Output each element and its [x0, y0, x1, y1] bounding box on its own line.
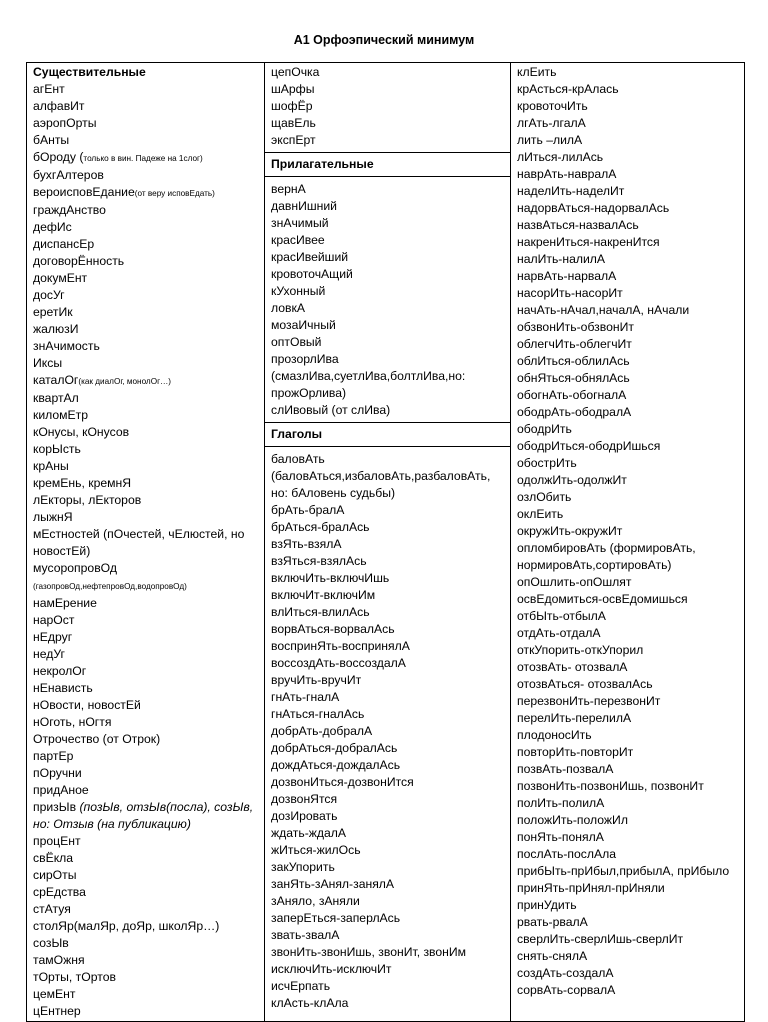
noun-word: договорЁнность [33, 254, 125, 268]
noun-item: шофЁр [271, 99, 313, 113]
noun-word: докумЕнт [33, 271, 88, 285]
noun-item [33, 492, 258, 509]
verb-item: освЕдомиться-освЕдомишься [517, 592, 688, 606]
verb-item: позвонИть-позвонИшь, позвонИт [517, 779, 704, 793]
verb-item: занЯть-зАнял-занялА [271, 877, 395, 891]
verb-item: ждать-ждалА [271, 826, 347, 840]
noun-item [33, 577, 258, 595]
noun-note: (от веру исповЕдать) [134, 189, 215, 198]
page-title: А1 Орфоэпический минимум [293, 33, 475, 47]
noun-item [33, 731, 258, 748]
adjective-item: кУхонный [271, 284, 326, 298]
verb-item: прибЫть-прИбыл,прибылА, прИбыло [517, 864, 730, 878]
verbs-heading: Глаголы [265, 422, 510, 447]
verb-item: воссоздАть-воссоздалА [271, 656, 406, 670]
verb-item: налИть-налилА [517, 252, 606, 266]
verb-item: обострИть [517, 456, 577, 470]
noun-word: нарОст [33, 613, 75, 627]
noun-word: стАтуя [33, 902, 71, 916]
adjective-item: знАчимый [271, 216, 329, 230]
verb-item: ободрИть [517, 422, 572, 436]
noun-item [33, 663, 258, 680]
verb-item: звать-звалА [271, 928, 340, 942]
noun-word: корЫсть [33, 442, 81, 456]
noun-item [33, 526, 258, 560]
column-nouns [27, 63, 265, 1022]
noun-word: некролОг [33, 664, 87, 678]
verb-item: взЯться-взялАсь [271, 554, 367, 568]
verb-item: накренИться-накренИтся [517, 235, 660, 249]
verb-item: дождАться-дождалАсь [271, 758, 401, 772]
noun-item [33, 167, 258, 184]
noun-word: нЕнависть [33, 681, 93, 695]
noun-note: только в вин. Падеже на 1слог) [83, 154, 203, 163]
noun-word: каталОг [33, 373, 79, 387]
verb-item: зАняло, зАняли [271, 894, 360, 908]
verb-item: наврАть-навралА [517, 167, 617, 181]
noun-item [33, 799, 258, 833]
noun-word: аэропОрты [33, 116, 97, 130]
verb-item: исключИть-исключИт [271, 962, 392, 976]
noun-item [33, 918, 258, 935]
verb-item: опломбировАть (формировАть, нормировАть,сортировАть) [517, 541, 696, 572]
verb-item: дозИровать [271, 809, 338, 823]
noun-item [33, 629, 258, 646]
noun-item: шАрфы [271, 82, 315, 96]
verb-item: крАсться-крАлась [517, 82, 619, 96]
adjective-item: кровоточАщий [271, 267, 353, 281]
noun-item [33, 424, 258, 441]
verb-item: лгАть-лгалА [517, 116, 586, 130]
verb-item: закУпорить [271, 860, 335, 874]
adjective-item: красИвейший [271, 250, 349, 264]
noun-item [33, 901, 258, 918]
noun-item [33, 680, 258, 697]
noun-item [33, 236, 258, 253]
noun-word: цемЕнт [33, 987, 76, 1001]
verb-item: дозвонЯтся [271, 792, 338, 806]
verb-item: ободрИться-ободрИшься [517, 439, 661, 453]
noun-word: алфавИт [33, 99, 85, 113]
verb-item: облегчИть-облегчИт [517, 337, 632, 351]
verb-item: включИть-включИшь [271, 571, 390, 585]
noun-word: жалюзИ [33, 322, 79, 336]
verb-item: снять-снялА [517, 949, 588, 963]
verb-item: насорИть-насорИт [517, 286, 623, 300]
noun-word: киломЕтр [33, 408, 89, 422]
verb-item: заперЕться-заперлАсь [271, 911, 401, 925]
verb-item: воспринЯть-воспринялА [271, 639, 410, 653]
noun-item [33, 986, 258, 1003]
adjective-item: мозаИчный [271, 318, 336, 332]
noun-word: намЕрение [33, 596, 97, 610]
noun-item [33, 355, 258, 372]
noun-word: диспансЕр [33, 237, 95, 251]
noun-word: срЕдства [33, 885, 86, 899]
noun-item [33, 1003, 258, 1020]
verb-item: надорвАться-надорвалАсь [517, 201, 670, 215]
noun-word: Отрочество (от Отрок) [33, 732, 161, 746]
noun-word: бАнты [33, 133, 70, 147]
noun-word: дефИс [33, 220, 72, 234]
noun-word: квартАл [33, 391, 79, 405]
verb-item: добрАть-добралА [271, 724, 373, 738]
noun-item [33, 441, 258, 458]
noun-word: мЕстностей (пОчестей, чЕлюстей, но новостЕй) [33, 527, 245, 558]
adjectives-heading: Прилагательные [265, 152, 510, 177]
noun-word: лЕкторы, лЕкторов [33, 493, 142, 507]
verb-item: дозвонИться-дозвонИтся [271, 775, 414, 789]
noun-word: процЕнт [33, 834, 81, 848]
verb-item: оклЕить [517, 507, 564, 521]
verb-item: понЯть-понялА [517, 830, 604, 844]
noun-word: крАны [33, 459, 69, 473]
verb-item: полИть-полилА [517, 796, 605, 810]
column-verbs-continued [511, 63, 745, 1022]
noun-item [33, 612, 258, 629]
noun-item [33, 714, 258, 731]
verb-item: откУпорить-откУпорил [517, 643, 644, 657]
noun-item [33, 390, 258, 407]
noun-item [33, 884, 258, 901]
verb-item: кровоточИть [517, 99, 588, 113]
verb-item: отозвАться- отозвалАсь [517, 677, 653, 691]
adjective-item: (смазлИва,суетлИва,болтлИва,но: прожОрлива) [271, 369, 466, 400]
noun-word: нОготь, нОгтя [33, 715, 112, 729]
noun-item [33, 935, 258, 952]
noun-note: (позЫв, отзЫв(посла), созЫв, но: Отзыв (на публикацию) [33, 800, 254, 831]
adjective-item: ловкА [271, 301, 305, 315]
verb-item: отозвАть- отозвалА [517, 660, 628, 674]
verb-item: влИться-влилАсь [271, 605, 370, 619]
adjective-item: слИвовый (от слИва) [271, 403, 391, 417]
noun-word: бухгАлтеров [33, 168, 104, 182]
noun-word: агЕнт [33, 82, 65, 96]
noun-item [33, 697, 258, 714]
verb-item: позвАть-позвалА [517, 762, 614, 776]
verb-item: плодоносИть [517, 728, 592, 742]
verb-item: вручИть-вручИт [271, 673, 362, 687]
verb-item: обнЯться-обнялАсь [517, 371, 630, 385]
verb-item: одолжИть-одолжИт [517, 473, 627, 487]
noun-item [33, 458, 258, 475]
noun-word: бОроду ( [33, 150, 84, 164]
nouns-heading: Существительные [33, 65, 146, 79]
verb-item: перелИть-перелилА [517, 711, 632, 725]
noun-word: тОрты, тОртов [33, 970, 116, 984]
verb-item: отбЫть-отбылА [517, 609, 606, 623]
column-adjectives-verbs [265, 63, 511, 1022]
verb-item: взЯть-взялА [271, 537, 342, 551]
noun-item [33, 132, 258, 149]
noun-item [33, 748, 258, 765]
adjective-item: красИвее [271, 233, 325, 247]
noun-item [33, 867, 258, 884]
noun-item [33, 646, 258, 663]
noun-word: столЯр(малЯр, доЯр, школЯр…) [33, 919, 220, 933]
verb-item: лить –лилА [517, 133, 583, 147]
adjective-item: вернА [271, 182, 306, 196]
noun-item [33, 321, 258, 338]
noun-item [33, 184, 258, 202]
verb-item: баловАть (баловАться,избаловАть,разбаловАть, но: бАловень судьбы) [271, 452, 491, 500]
verb-item: исчЕрпать [271, 979, 331, 993]
verb-item: гнАться-гналАсь [271, 707, 365, 721]
noun-item [33, 952, 258, 969]
noun-item [33, 202, 258, 219]
noun-item [33, 270, 258, 287]
verb-item: наделИть-наделИт [517, 184, 625, 198]
noun-item [33, 560, 258, 577]
verb-item: опОшлить-опОшлят [517, 575, 632, 589]
noun-item [33, 509, 258, 526]
noun-word: Иксы [33, 356, 63, 370]
noun-item [33, 115, 258, 132]
verb-item: ворвАться-ворвалАсь [271, 622, 395, 636]
noun-word: вероисповЕдание [33, 185, 135, 199]
verb-item: брАть-бралА [271, 503, 345, 517]
verb-item: отдАть-отдалА [517, 626, 601, 640]
noun-word: придАное [33, 783, 89, 797]
noun-item: щавЕль [271, 116, 316, 130]
noun-item [33, 372, 258, 390]
adjective-item: оптОвый [271, 335, 322, 349]
noun-item [33, 219, 258, 236]
verb-item: повторИть-повторИт [517, 745, 634, 759]
noun-item [33, 287, 258, 304]
noun-word: кремЕнь, кремнЯ [33, 476, 132, 490]
verb-item: сверлИть-сверлИшь-сверлИт [517, 932, 684, 946]
verb-item: ободрАть-ободралА [517, 405, 632, 419]
noun-word: цЕнтнер [33, 1004, 81, 1018]
noun-word: досУг [33, 288, 65, 302]
noun-item [33, 782, 258, 799]
noun-word: тамОжня [33, 953, 85, 967]
verb-item: звонИть-звонИшь, звонИт, звонИм [271, 945, 467, 959]
noun-word: граждАнство [33, 203, 106, 217]
noun-item: экспЕрт [271, 133, 316, 147]
verb-item: рвать-рвалА [517, 915, 588, 929]
noun-word: пОручни [33, 766, 82, 780]
verb-item: обзвонИть-обзвонИт [517, 320, 634, 334]
verb-item: лИться-лилАсь [517, 150, 604, 164]
noun-item [33, 304, 258, 321]
noun-item [33, 595, 258, 612]
verb-item: клЕить [517, 65, 557, 79]
noun-word: призЫв [33, 800, 80, 814]
noun-item [33, 98, 258, 115]
verb-item: послАть-послАла [517, 847, 617, 861]
verb-item: озлОбить [517, 490, 572, 504]
noun-word: недУг [33, 647, 65, 661]
verb-item: добрАться-добралАсь [271, 741, 398, 755]
verb-item: жИться-жилОсь [271, 843, 361, 857]
noun-word: еретИк [33, 305, 73, 319]
verb-item: обогнАть-обогналА [517, 388, 627, 402]
noun-item: цепОчка [271, 65, 320, 79]
verb-item: начАть-нАчал,началА, нАчали [517, 303, 690, 317]
noun-item [33, 833, 258, 850]
verb-item: создАть-создалА [517, 966, 614, 980]
noun-item [33, 850, 258, 867]
noun-word: созЫв [33, 936, 69, 950]
noun-word: лыжнЯ [33, 510, 73, 524]
noun-note: (как диалОг, монолОг…) [78, 377, 171, 386]
noun-word: нОвости, новостЕй [33, 698, 141, 712]
verb-item: сорвАть-сорвалА [517, 983, 616, 997]
noun-item [33, 149, 258, 167]
verb-item: положИть-положИл [517, 813, 628, 827]
noun-item [33, 765, 258, 782]
adjective-item: прозорлИва [271, 352, 339, 366]
verb-item: нарвАть-нарвалА [517, 269, 617, 283]
verb-item: брАться-бралАсь [271, 520, 370, 534]
noun-word: партЕр [33, 749, 74, 763]
noun-word: свЁкла [33, 851, 74, 865]
noun-word: сирОты [33, 868, 77, 882]
noun-word: мусоропровОд [33, 561, 117, 575]
noun-word: нЕдруг [33, 630, 73, 644]
verb-item: гнАть-гналА [271, 690, 340, 704]
verb-item: окружИть-окружИт [517, 524, 623, 538]
verb-item: включИт-включИм [271, 588, 376, 602]
noun-item [33, 253, 258, 270]
noun-item [33, 81, 258, 98]
verb-item: принУдить [517, 898, 577, 912]
noun-word: знАчимость [33, 339, 100, 353]
orthoepic-table [26, 62, 745, 1022]
verb-item: перезвонИть-перезвонИт [517, 694, 661, 708]
noun-word: кОнусы, кОнусов [33, 425, 130, 439]
noun-item [33, 475, 258, 492]
noun-item [33, 338, 258, 355]
noun-item [33, 407, 258, 424]
noun-note: (газопровОд,нефтепровОд,водопровОд) [33, 582, 187, 591]
adjective-item: давнИшний [271, 199, 337, 213]
verb-item: назвАться-назвалАсь [517, 218, 639, 232]
verb-item: принЯть-прИнял-прИняли [517, 881, 665, 895]
verb-item: облИться-облилАсь [517, 354, 630, 368]
verb-item: клАсть-клАла [271, 996, 349, 1010]
noun-item [33, 969, 258, 986]
